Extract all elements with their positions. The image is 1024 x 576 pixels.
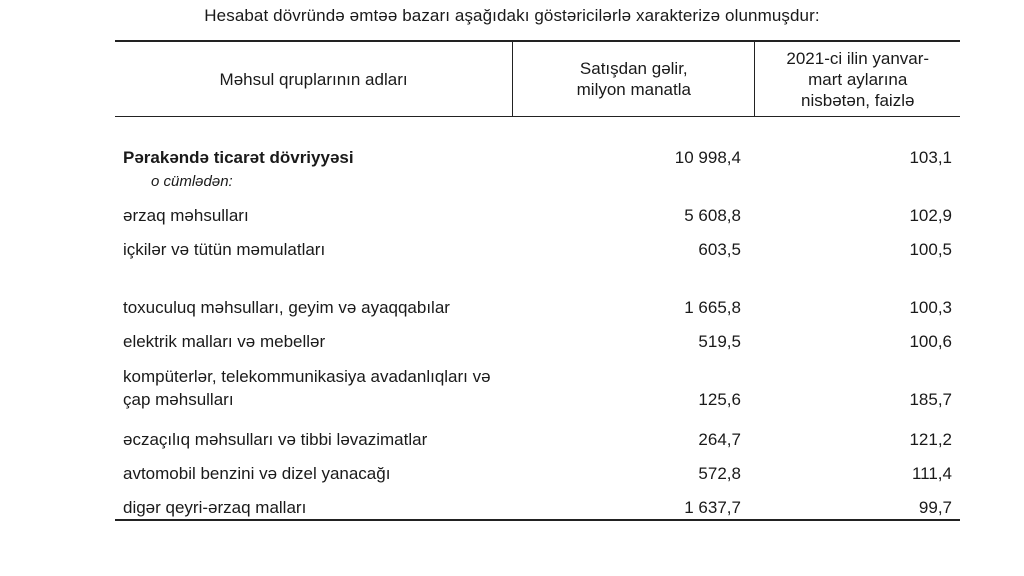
row-percent: 121,2 xyxy=(909,430,952,449)
table-row xyxy=(115,353,960,411)
row-name: elektrik malları və mebellər xyxy=(123,332,326,351)
header-percent: 2021-ci ilin yanvar- mart aylarına nisbətən, faizlə xyxy=(755,41,960,117)
row-revenue: 5 608,8 xyxy=(684,206,741,225)
row-name: kompüterlər, telekommunikasiya avadanlıqları və çap məhsulları xyxy=(123,367,491,409)
total-revenue: 10 998,4 xyxy=(674,148,741,167)
subheader-empty-percent xyxy=(755,169,960,193)
header-product-groups: Məhsul qruplarının adları xyxy=(115,41,513,117)
header-row xyxy=(115,41,960,117)
row-name: içkilər və tütün məmulatları xyxy=(123,240,326,259)
row-revenue: 264,7 xyxy=(698,430,741,449)
row-revenue: 603,5 xyxy=(698,240,741,259)
row-revenue: 572,8 xyxy=(698,464,741,483)
row-revenue: 125,6 xyxy=(698,390,741,409)
total-percent: 103,1 xyxy=(909,148,952,167)
table-row xyxy=(115,227,960,261)
row-revenue: 1 637,7 xyxy=(513,485,755,520)
row-percent: 102,9 xyxy=(909,206,952,225)
row-percent: 100,6 xyxy=(909,332,952,351)
table-row xyxy=(115,451,960,485)
row-name: toxuculuq məhsulları, geyim və ayaqqabılar xyxy=(123,298,450,317)
table-row xyxy=(115,411,960,451)
total-name: Pərakəndə ticarət dövriyyəsi xyxy=(123,148,354,167)
row-name: əczaçılıq məhsulları və tibbi ləvazimatlar xyxy=(123,430,428,449)
row-name: avtomobil benzini və dizel yanacağı xyxy=(123,464,391,483)
subheader-label: o cümlədən: xyxy=(151,173,233,190)
row-percent: 99,7 xyxy=(755,485,960,520)
row-name: ərzaq məhsulları xyxy=(123,206,249,225)
table-header xyxy=(115,41,960,117)
row-percent: 100,3 xyxy=(909,298,952,317)
row-name: digər qeyri-ərzaq malları xyxy=(115,485,513,520)
table-row xyxy=(115,485,960,520)
row-percent: 100,5 xyxy=(909,240,952,259)
table-row xyxy=(115,261,960,319)
table-row xyxy=(115,193,960,227)
table-row xyxy=(115,319,960,353)
row-revenue: 519,5 xyxy=(698,332,741,351)
row-percent: 185,7 xyxy=(909,390,952,409)
page-caption: Hesabat dövründə əmtəə bazarı aşağıdakı göstəricilərlə xarakterizə olunmuşdur: xyxy=(204,6,820,25)
row-revenue: 1 665,8 xyxy=(684,298,741,317)
subheader-empty-revenue xyxy=(513,169,755,193)
retail-turnover-table xyxy=(115,40,960,521)
subheader-row xyxy=(115,169,960,193)
row-percent: 111,4 xyxy=(911,464,952,483)
table-body xyxy=(115,117,960,521)
total-row xyxy=(115,117,960,170)
header-revenue: Satışdan gəlir, milyon manatla xyxy=(513,41,755,117)
